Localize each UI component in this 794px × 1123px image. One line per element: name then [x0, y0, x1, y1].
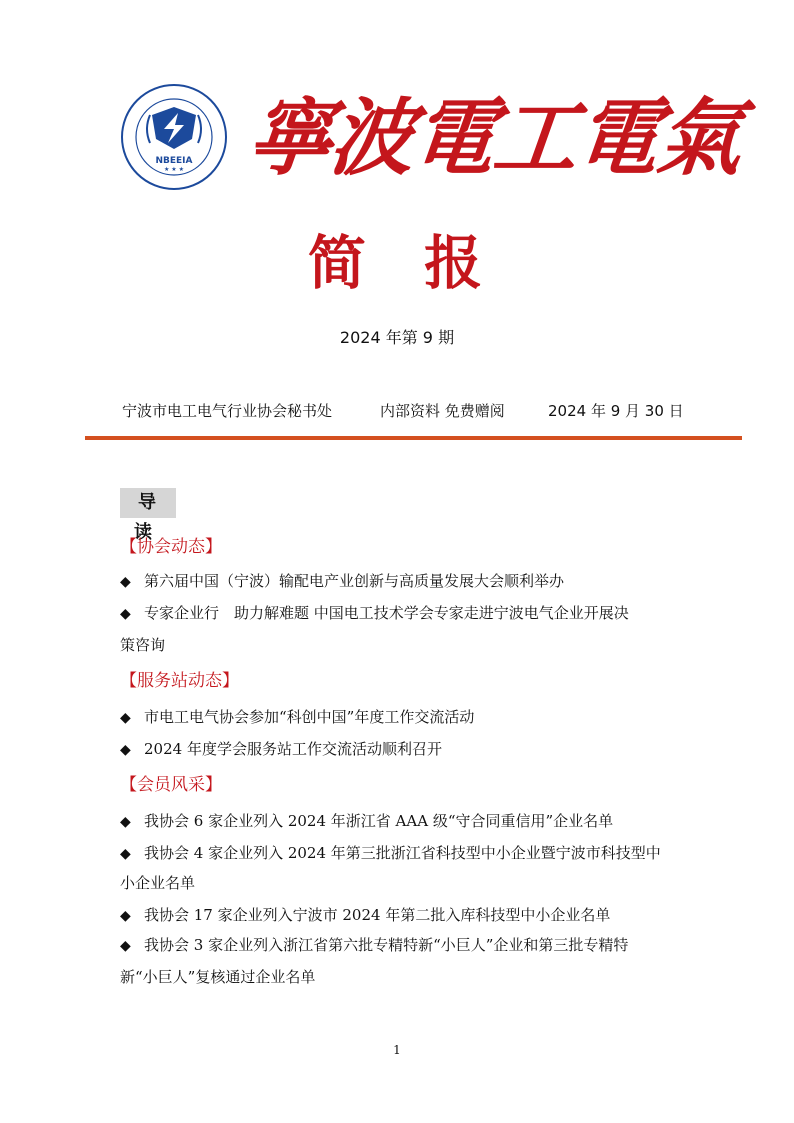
bullet-icon: ◆ [120, 814, 131, 830]
distribution-note: 内部资料 免费赠阅 [380, 402, 505, 420]
bullet-icon: ◆ [120, 710, 131, 726]
bullet-icon: ◆ [120, 938, 131, 954]
list-item-text: 我协会 3 家企业列入浙江省第六批专精特新“小巨人”企业和第三批专精特 [144, 936, 629, 954]
list-item-text: 市电工电气协会参加“科创中国”年度工作交流活动 [144, 708, 475, 726]
list-item-text: 第六届中国（宁波）输配电产业创新与高质量发展大会顺利举办 [144, 572, 565, 590]
publication-info [122, 400, 682, 422]
section-title-member-showcase: 【会员风采】 [120, 775, 222, 795]
list-item-text: 专家企业行 助力解难题 中国电工技术学会专家走进宁波电气企业开展决 [144, 604, 629, 622]
bullet-icon: ◆ [120, 908, 131, 924]
list-item-continuation [120, 868, 680, 899]
bullet-icon: ◆ [120, 606, 131, 622]
list-item [120, 806, 680, 838]
svg-text:★ ★ ★: ★ ★ ★ [164, 166, 184, 173]
list-item-text: 我协会 6 家企业列入 2024 年浙江省 AAA 级“守合同重信用”企业名单 [144, 812, 614, 830]
list-item-text: 我协会 17 家企业列入宁波市 2024 年第二批入库科技型中小企业名单 [144, 906, 611, 924]
association-logo [120, 83, 228, 191]
guide-heading: 导 读 [120, 488, 176, 518]
list-item [120, 566, 680, 598]
list-item [120, 900, 680, 932]
page-title: 简 报 [307, 229, 487, 297]
list-item [120, 702, 680, 734]
list-item-text: 小企业名单 [120, 874, 196, 892]
list-item [120, 838, 680, 870]
section-title-service-station: 【服务站动态】 [120, 671, 239, 691]
list-item [120, 930, 680, 962]
bullet-icon: ◆ [120, 574, 131, 590]
list-item-text: 我协会 4 家企业列入 2024 年第三批浙江省科技型中小企业暨宁波市科技型中 [144, 844, 661, 862]
publisher: 宁波市电工电气行业协会秘书处 [122, 402, 333, 420]
issue-date: 2024 年 9 月 30 日 [548, 402, 684, 420]
list-item-text: 2024 年度学会服务站工作交流活动顺利召开 [144, 740, 442, 758]
list-item [120, 734, 680, 766]
svg-text:NBEEIA: NBEEIA [155, 156, 193, 166]
list-item-continuation [120, 630, 680, 661]
list-item [120, 598, 680, 630]
bullet-icon: ◆ [120, 742, 131, 758]
page-number: 1 [393, 1043, 401, 1057]
section-title-association-news: 【协会动态】 [120, 537, 222, 557]
list-item-text: 新“小巨人”复核通过企业名单 [120, 968, 316, 986]
masthead-title: 寧波電工電氣 [242, 88, 746, 187]
issue-number: 2024 年第 9 期 [339, 328, 455, 347]
header-divider [85, 436, 742, 440]
list-item-text: 策咨询 [120, 636, 166, 654]
bullet-icon: ◆ [120, 846, 131, 862]
list-item-continuation [120, 962, 680, 993]
